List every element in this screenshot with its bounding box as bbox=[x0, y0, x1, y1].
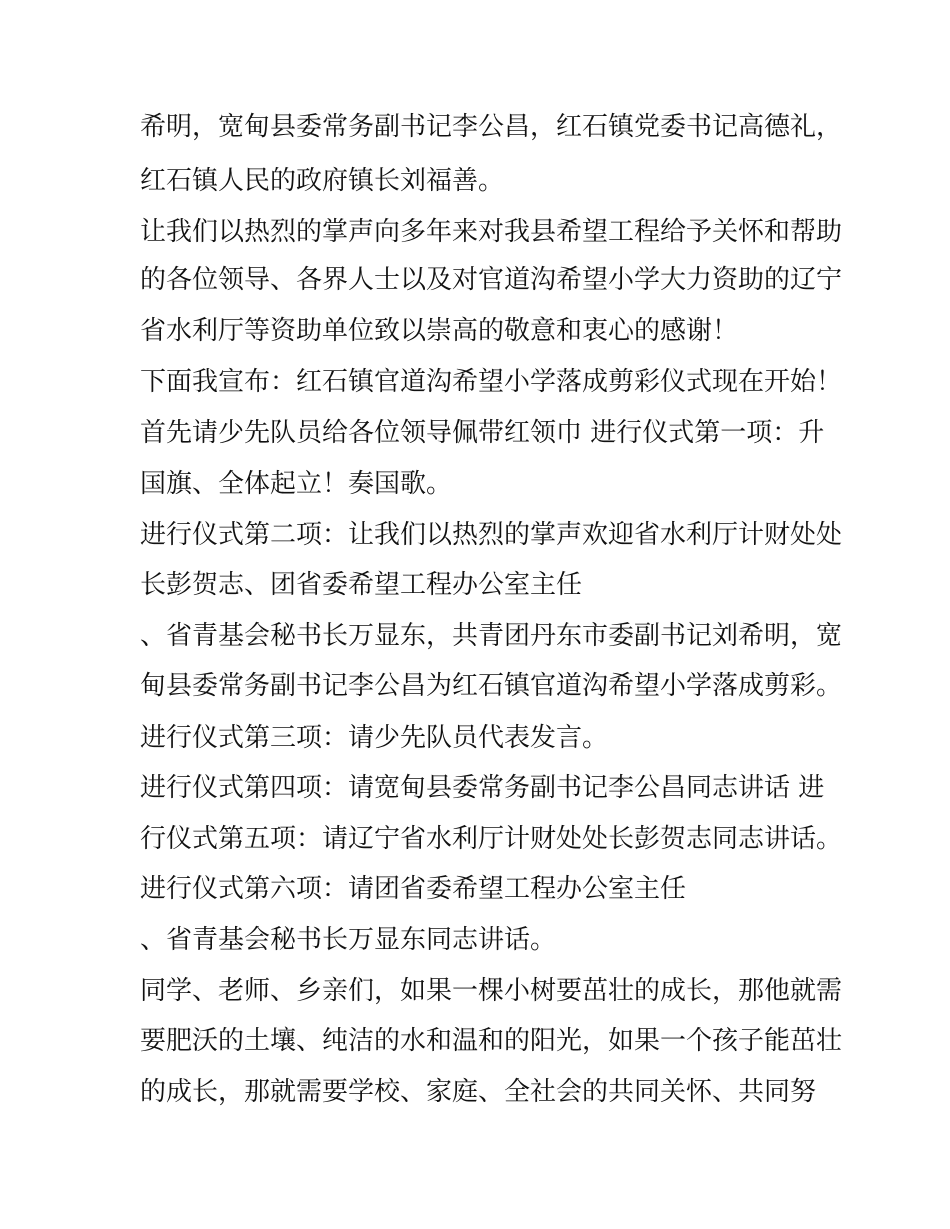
text-line: 希明，宽甸县委常务副书记李公昌，红石镇党委书记高德礼， bbox=[140, 112, 843, 142]
text-line: 的成长，那就需要学校、家庭、全社会的共同关怀、共同努 bbox=[140, 1077, 817, 1107]
text-line: 红石镇人民的政府镇长刘福善。 bbox=[140, 166, 505, 196]
text-line: 、省青基会秘书长万显东同志讲话。 bbox=[140, 925, 557, 955]
text-line: 进行仪式第四项：请宽甸县委常务副书记李公昌同志讲话 进 bbox=[140, 773, 825, 803]
text-line: 行仪式第五项：请辽宁省水利厅计财处处长彭贺志同志讲话。 bbox=[140, 824, 843, 854]
text-line: 下面我宣布：红石镇官道沟希望小学落成剪彩仪式现在开始！ bbox=[140, 367, 843, 397]
text-line: 进行仪式第六项：请团省委希望工程办公室主任 bbox=[140, 874, 687, 904]
text-line: 国旗、全体起立！奏国歌。 bbox=[140, 469, 453, 499]
text-line: 、省青基会秘书长万显东，共青团丹东市委副书记刘希明，宽 bbox=[140, 621, 843, 651]
text-line: 进行仪式第二项：让我们以热烈的掌声欢迎省水利厅计财处处 bbox=[140, 520, 843, 550]
text-line: 的各位领导、各界人士以及对官道沟希望小学大力资助的辽宁 bbox=[140, 265, 843, 295]
text-line: 进行仪式第三项：请少先队员代表发言。 bbox=[140, 723, 609, 753]
text-line: 让我们以热烈的掌声向多年来对我县希望工程给予关怀和帮助 bbox=[140, 217, 843, 247]
text-line: 要肥沃的土壤、纯洁的水和温和的阳光，如果一个孩子能茁壮 bbox=[140, 1026, 843, 1056]
text-line: 省水利厅等资助单位致以崇高的敬意和衷心的感谢！ bbox=[140, 316, 739, 346]
text-line: 同学、老师、乡亲们，如果一棵小树要茁壮的成长，那他就需 bbox=[140, 976, 843, 1006]
text-line: 长彭贺志、团省委希望工程办公室主任 bbox=[140, 570, 583, 600]
text-line: 首先请少先队员给各位领导佩带红领巾 进行仪式第一项：升 bbox=[140, 418, 825, 448]
text-line: 甸县委常务副书记李公昌为红石镇官道沟希望小学落成剪彩。 bbox=[140, 671, 843, 701]
